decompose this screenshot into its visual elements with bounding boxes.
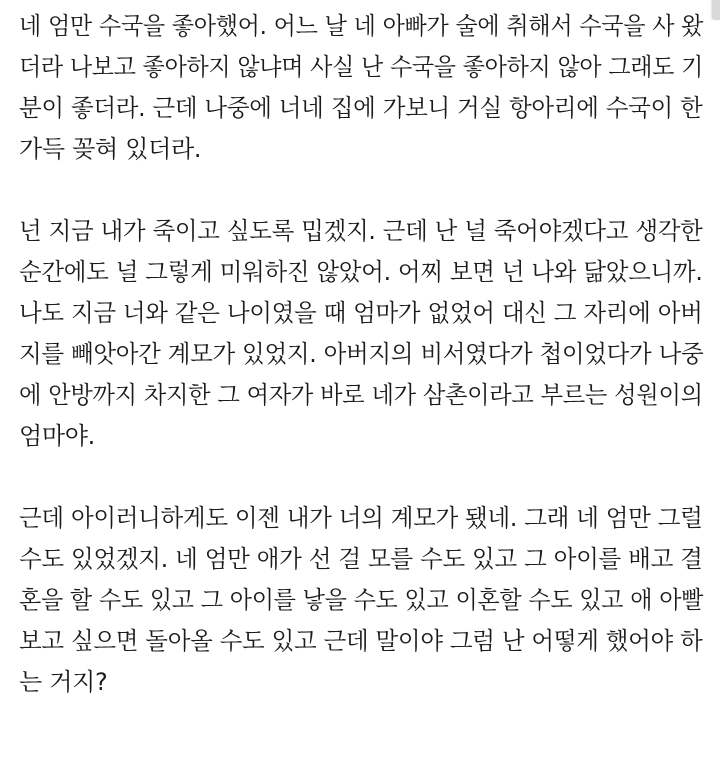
text-line: 에 안방까지 차지한 그 여자가 바로 네가 삼촌이라고 부르는 성원이의 xyxy=(19,381,703,409)
text-line: 근데 아이러니하게도 이젠 내가 너의 계모가 됐네. 그래 네 엄만 그럴 xyxy=(19,504,703,532)
text-line: 혼을 할 수도 있고 그 아이를 낳을 수도 있고 이혼할 수도 있고 애 아빨 xyxy=(19,586,704,614)
paragraph-spacer xyxy=(19,170,709,211)
text-line: 더라 나보고 좋아하지 않냐며 사실 난 수국을 좋아하지 않아 그래도 기 xyxy=(19,53,704,81)
text-line: 보고 싶으면 돌아올 수도 있고 근데 말이야 그럼 난 어떻게 했어야 하 xyxy=(19,627,703,655)
text-line: 분이 좋더라. 근데 나중에 너네 집에 가보니 거실 항아리에 수국이 한 xyxy=(19,94,703,122)
paragraph-2 xyxy=(19,211,709,457)
article-body xyxy=(19,6,709,703)
paragraph-1 xyxy=(19,6,709,170)
paragraph-3 xyxy=(19,498,709,703)
paragraph-spacer xyxy=(19,457,709,498)
text-line: 순간에도 널 그렇게 미워하진 않았어. 어찌 보면 넌 나와 닮았으니까. xyxy=(19,258,703,286)
text-line: 나도 지금 너와 같은 나이였을 때 엄마가 없었어 대신 그 자리에 아버 xyxy=(19,299,703,327)
text-line: 지를 빼앗아간 계모가 있었지. 아버지의 비서였다가 첩이었다가 나중 xyxy=(19,340,704,368)
text-line: 는 거지? xyxy=(19,668,108,696)
text-line: 가득 꽂혀 있더라. xyxy=(19,135,202,163)
text-line: 수도 있었겠지. 네 엄만 애가 선 걸 모를 수도 있고 그 아이를 배고 결 xyxy=(19,545,703,573)
scrollbar-thumb[interactable] xyxy=(712,0,720,20)
text-line: 넌 지금 내가 죽이고 싶도록 밉겠지. 근데 난 널 죽어야겠다고 생각한 xyxy=(19,217,703,245)
text-line: 네 엄만 수국을 좋아했어. 어느 날 네 아빠가 술에 취해서 수국을 사 왔 xyxy=(19,12,704,40)
text-line: 엄마야. xyxy=(19,422,95,450)
